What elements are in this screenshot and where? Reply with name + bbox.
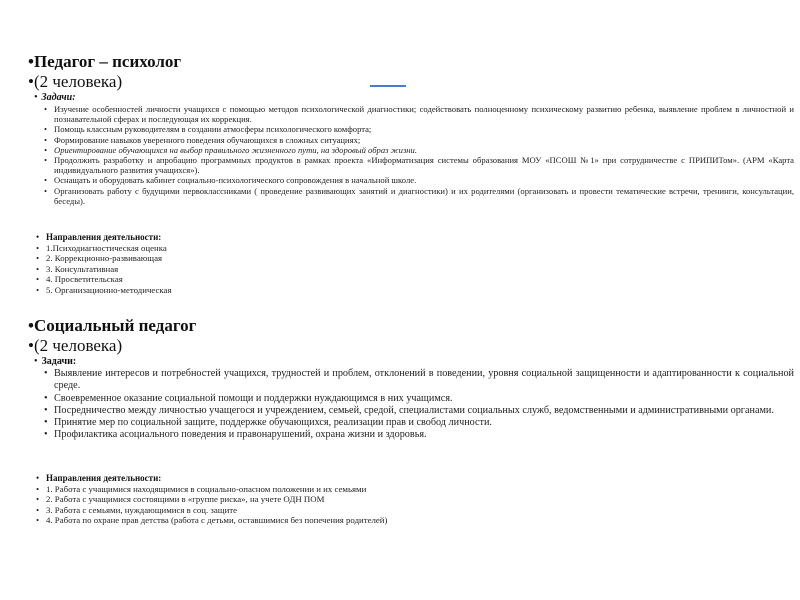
list-item: • Ориентирование обучающихся на выбор правильного жизненного пути, на здоровый образ жизни. xyxy=(28,145,794,155)
list-item: • Оснащать и оборудовать кабинет социально-психологического сопровождения в начальной школе. xyxy=(28,175,794,185)
social-tasks-title: • Задачи: xyxy=(34,356,794,368)
list-item: • 5. Организационно-методическая xyxy=(28,285,794,295)
social-tasks-list xyxy=(28,368,794,442)
accent-line xyxy=(370,85,406,87)
social-directions xyxy=(28,473,794,526)
psychologist-directions xyxy=(28,232,794,295)
psychologist-tasks-title: • Задачи: xyxy=(34,92,794,104)
list-item: • Посредничество между личностью учащегося и учреждением, семьей, средой, специалистами социальных служб, ведомственными и административными органами. xyxy=(28,405,794,417)
list-item: • 3. Работа с семьями, нуждающимися в соц. защите xyxy=(28,505,794,515)
list-item: • Организовать работу с будущими первоклассниками ( проведение развивающих занятий и диагностики) и их родителями (организовать и провести тематические встречи, тренинги, консультации, беседы). xyxy=(28,186,794,206)
social-section xyxy=(28,316,794,442)
list-item: • Продолжить разработку и апробацию программных продуктов в рамках проекта «Информатизация системы образования МОУ «ПСОШ №1» при сотрудничестве с ПРИПИТом». (АРМ «Карта индивидуального развития учащихся»). xyxy=(28,155,794,175)
list-item: • 1. Работа с учащимися находящимися в социально-опасном положении и их семьями xyxy=(28,484,794,494)
list-item: • 4. Работа по охране прав детства (работа с детьми, оставшимися без попечения родителей) xyxy=(28,515,794,525)
psychologist-directions-list xyxy=(28,243,794,295)
list-item: • Формирование навыков уверенного поведения обучающихся в сложных ситуациях; xyxy=(28,135,794,145)
list-item: • 1.Психодиагностическая оценка xyxy=(28,243,794,253)
social-directions-title: • Направления деятельности: xyxy=(28,473,794,484)
social-count: • (2 человека) xyxy=(28,336,794,356)
social-directions-list xyxy=(28,484,794,526)
psychologist-tasks-list xyxy=(28,104,794,206)
list-item: • 2. Коррекционно-развивающая xyxy=(28,253,794,263)
social-title: • Социальный педагог xyxy=(28,316,794,336)
psychologist-title: • Педагог – психолог xyxy=(28,52,794,72)
list-item: • 3. Консультативная xyxy=(28,264,794,274)
list-item: • Профилактика асоциального поведения и правонарушений, охрана жизни и здоровья. xyxy=(28,429,794,441)
psychologist-count: • (2 человека) xyxy=(28,72,794,92)
list-item: • Помощь классным руководителям в создании атмосферы психологического комфорта; xyxy=(28,124,794,134)
psychologist-section xyxy=(28,52,794,206)
list-item: • Принятие мер по социальной защите, поддержке обучающихся, реализации прав и свобод личности. xyxy=(28,417,794,429)
psychologist-directions-title: • Направления деятельности: xyxy=(28,232,794,243)
list-item: • Изучение особенностей личности учащихся с помощью методов психологической диагностики; содействовать полноценному психическому развитию ребенка, выявление проблем в личностной и познавательной сферах и последующая их коррекция. xyxy=(28,104,794,124)
list-item: • 4. Просветительская xyxy=(28,274,794,284)
list-item: • Выявление интересов и потребностей учащихся, трудностей и проблем, отклонений в поведении, уровня социальной защищенности и адаптированности к социальной среде. xyxy=(28,368,794,393)
list-item: • Своевременное оказание социальной помощи и поддержки нуждающимся в них учащимся. xyxy=(28,393,794,405)
list-item: • 2. Работа с учащимися состоящими в «группе риска», на учете ОДН ПОМ xyxy=(28,494,794,504)
